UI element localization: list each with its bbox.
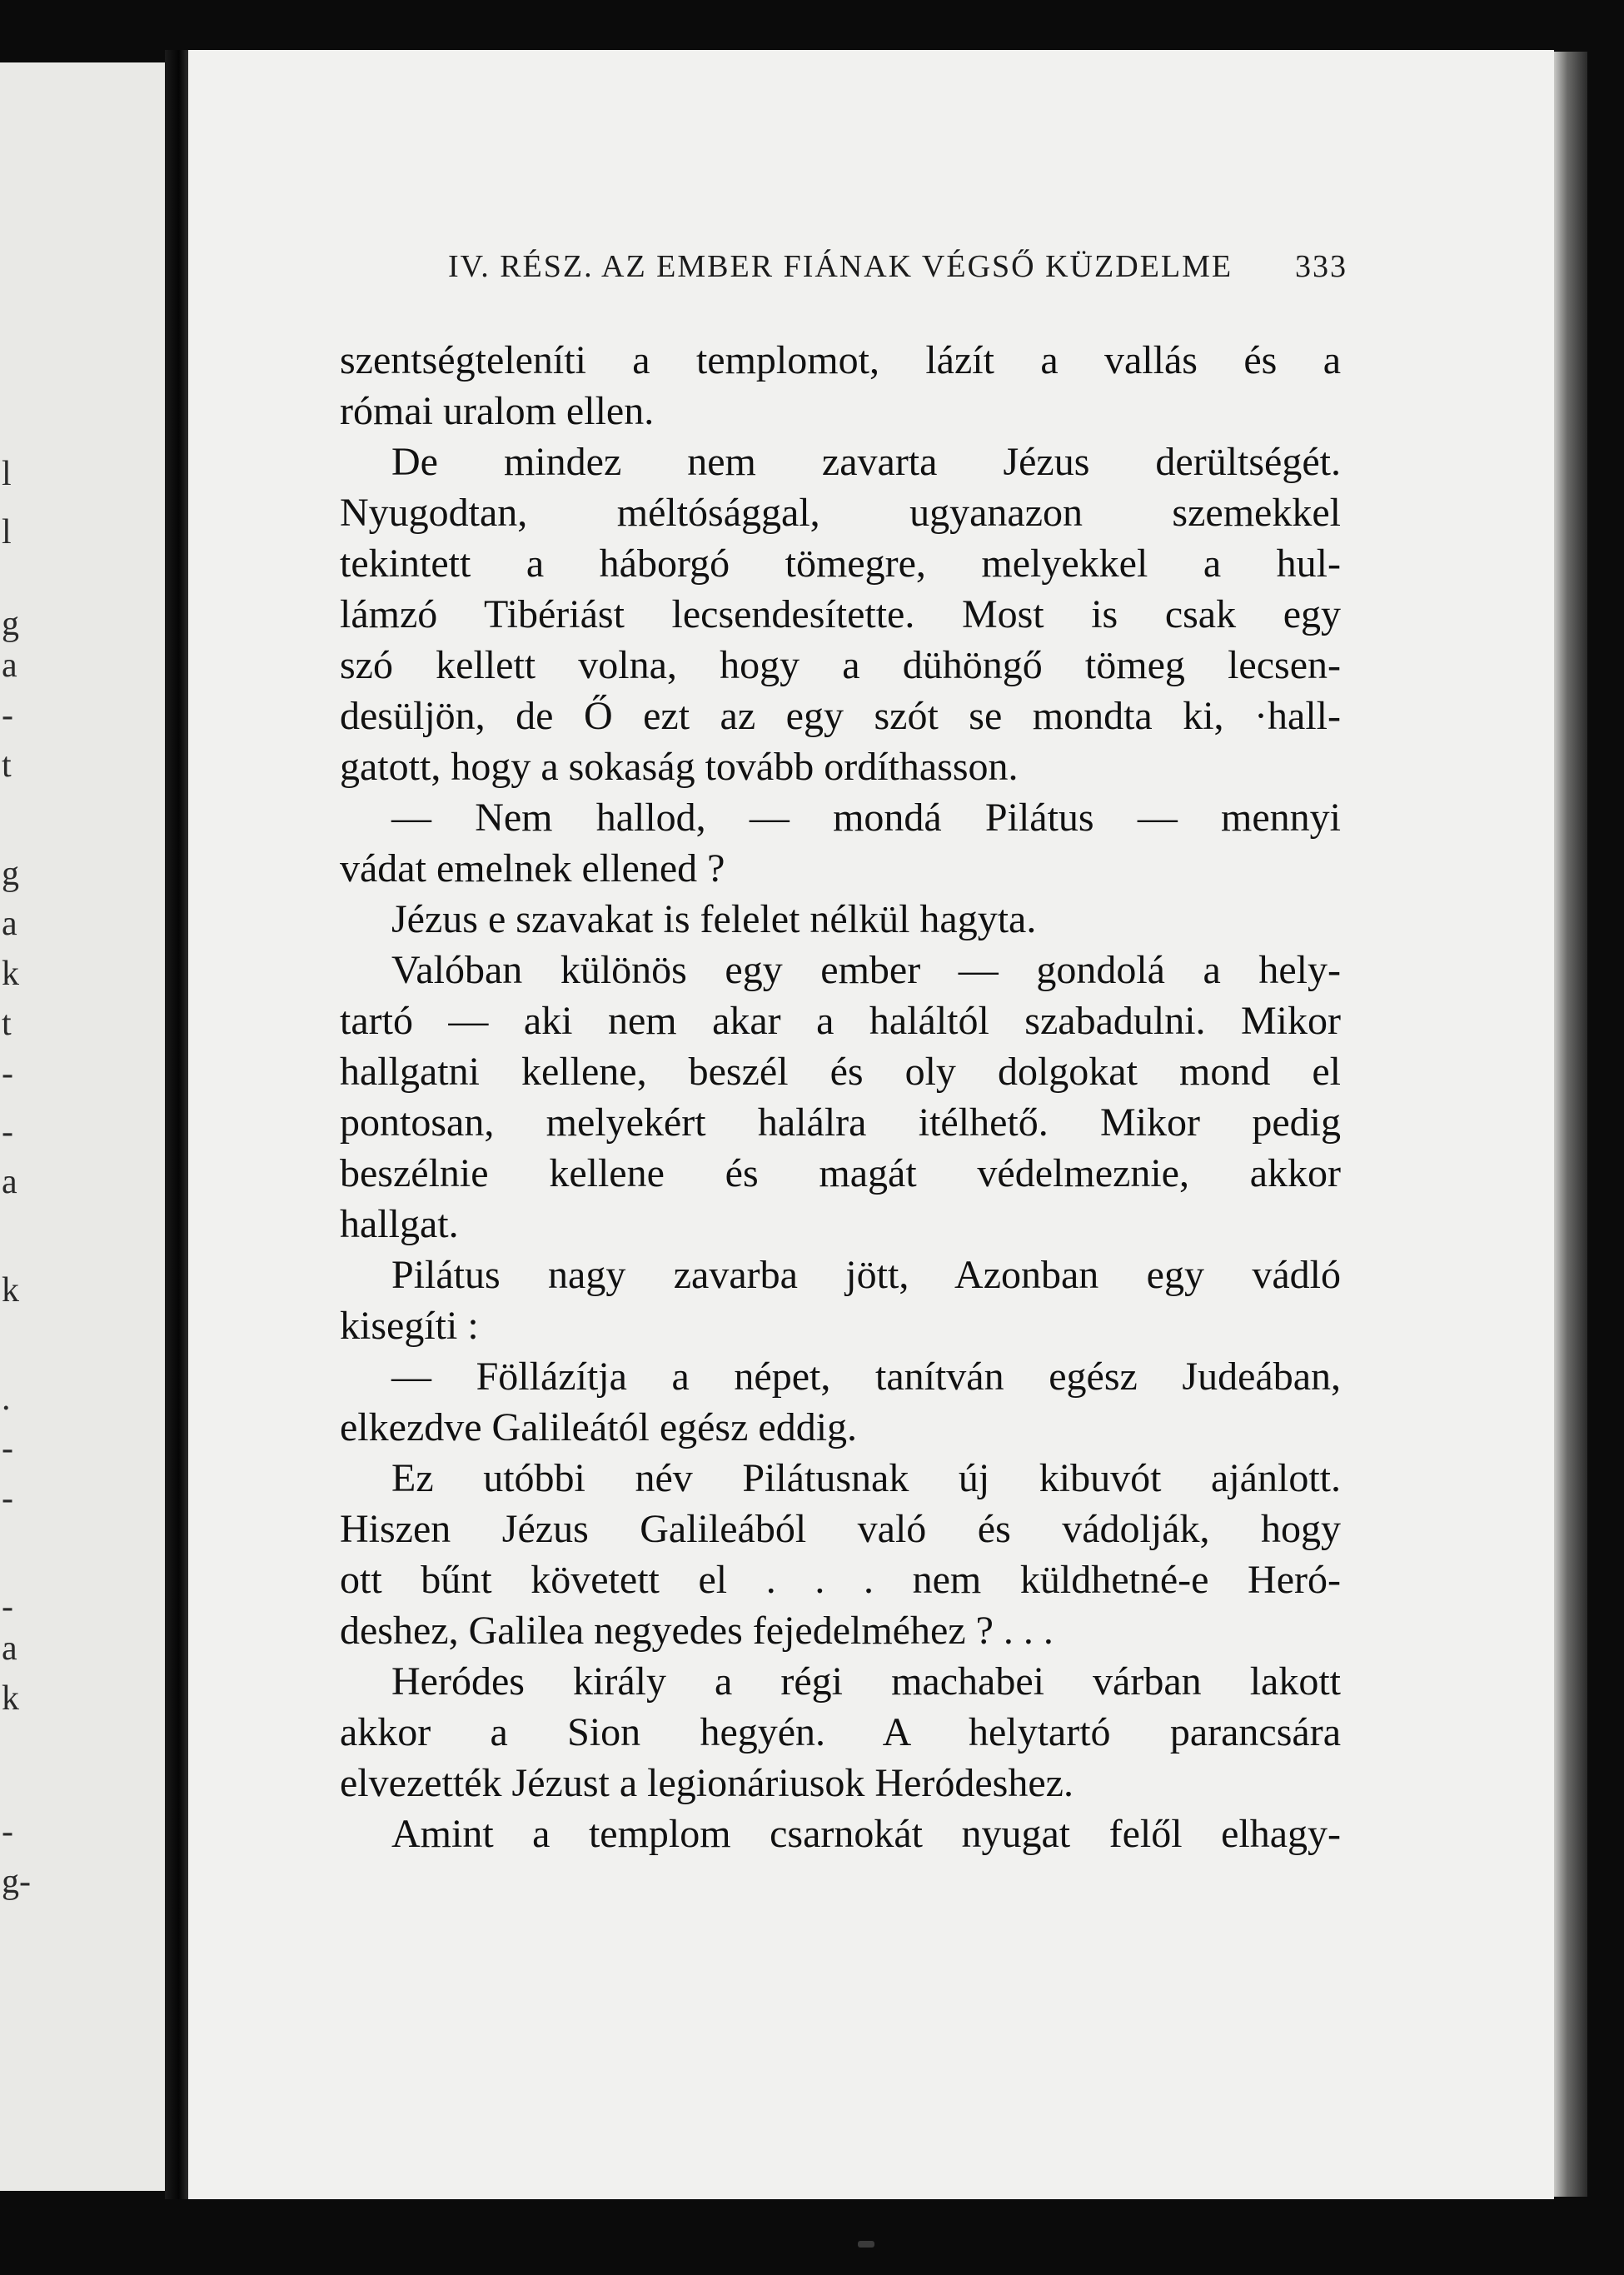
text-line: De mindez nem zavarta Jézus derültségét. <box>391 440 1341 484</box>
margin-fragment: k <box>2 1271 19 1310</box>
text-line: Jézus e szavakat is felelet nélkül hagyta. <box>391 897 1037 941</box>
text-line: Nyugodtan, méltósággal, ugyanazon szemekkel <box>340 491 1341 535</box>
margin-fragment: - <box>2 1588 13 1626</box>
text-line: hallgatni kellene, beszél és oly dolgokat mond el <box>340 1050 1341 1094</box>
margin-fragment: - <box>2 1429 13 1468</box>
margin-fragment: g- <box>2 1863 31 1901</box>
text-line: hallgat. <box>340 1202 459 1246</box>
text-line: tartó — aki nem akar a haláltól szabadulni. Mikor <box>340 999 1341 1043</box>
text-line: vádat emelnek ellened ? <box>340 846 725 891</box>
margin-fragment: - <box>2 1479 13 1518</box>
page-edge-shadow <box>1554 52 1587 2197</box>
margin-fragment: k <box>2 1679 19 1718</box>
text-line: ott bűnt követett el . . . nem küldhetné-e Heró- <box>340 1558 1341 1602</box>
text-line: — Föllázítja a népet, tanítván egész Judeában, <box>391 1355 1341 1399</box>
text-line: beszélnie kellene és magát védelmeznie, akkor <box>340 1151 1341 1195</box>
text-line: Ez utóbbi név Pilátusnak új kibuvót ajánlott. <box>391 1456 1341 1500</box>
text-line: Heródes király a régi machabei várban lakott <box>391 1659 1341 1704</box>
running-head-title: IV. RÉSZ. AZ EMBER FIÁNAK VÉGSŐ KÜZDELME <box>448 249 1233 284</box>
text-line: elkezdve Galileától egész eddig. <box>340 1405 858 1449</box>
text-line: akkor a Sion hegyén. A helytartó parancsára <box>340 1710 1341 1754</box>
margin-fragment: g <box>2 855 19 893</box>
margin-fragment: - <box>2 696 13 735</box>
text-line: Hiszen Jézus Galileából való és vádolják, hogy <box>340 1507 1341 1551</box>
text-line: elvezették Jézust a legionáriusok Heródeshez. <box>340 1761 1074 1805</box>
body-text <box>340 335 1341 1859</box>
margin-fragment: - <box>2 1113 13 1151</box>
margin-fragment: a <box>2 646 17 685</box>
running-head <box>448 248 1348 292</box>
book-gutter <box>165 50 188 2199</box>
margin-fragment: . <box>2 1379 11 1418</box>
text-line: szó kellett volna, hogy a dühöngő tömeg lecsen- <box>340 643 1341 687</box>
text-line: római uralom ellen. <box>340 389 655 433</box>
text-line: lámzó Tibériást lecsendesítette. Most is csak egy <box>340 592 1341 636</box>
margin-fragment: a <box>2 1629 17 1668</box>
margin-fragment: g <box>2 605 19 643</box>
text-line: — Nem hallod, — mondá Pilátus — mennyi <box>391 796 1341 840</box>
text-line: tekintett a háborgó tömegre, melyekkel a hul- <box>340 541 1341 586</box>
text-line: gatott, hogy a sokaság tovább ordíthasson. <box>340 745 1019 789</box>
margin-fragment: k <box>2 955 19 993</box>
margin-fragment: l <box>2 513 12 551</box>
margin-fragment: l <box>2 455 12 493</box>
margin-fragment: - <box>2 1813 13 1851</box>
text-line: desüljön, de Ő ezt az egy szót se mondta ki, ·hall- <box>340 694 1341 738</box>
text-line: kisegíti : <box>340 1304 479 1348</box>
scan-speck <box>858 2241 874 2248</box>
margin-fragment: t <box>2 1005 12 1043</box>
text-line: Amint a templom csarnokát nyugat felől elhagy- <box>391 1812 1341 1856</box>
margin-fragment: t <box>2 746 12 785</box>
text-line: Valóban különös egy ember — gondolá a hely- <box>391 948 1341 992</box>
margin-fragment: - <box>2 1055 13 1093</box>
text-line: deshez, Galilea negyedes fejedelméhez ? . . . <box>340 1609 1054 1653</box>
left-margin-fragments <box>0 62 33 2191</box>
margin-fragment: a <box>2 905 17 943</box>
text-line: Pilátus nagy zavarba jött, Azonban egy vádló <box>391 1253 1341 1297</box>
text-line: pontosan, melyekért halálra itélhető. Mikor pedig <box>340 1100 1341 1145</box>
margin-fragment: a <box>2 1163 17 1201</box>
text-line: szentségteleníti a templomot, lázít a vallás és a <box>340 338 1341 382</box>
left-page-edge <box>0 62 167 2191</box>
page-number: 333 <box>1295 249 1348 284</box>
